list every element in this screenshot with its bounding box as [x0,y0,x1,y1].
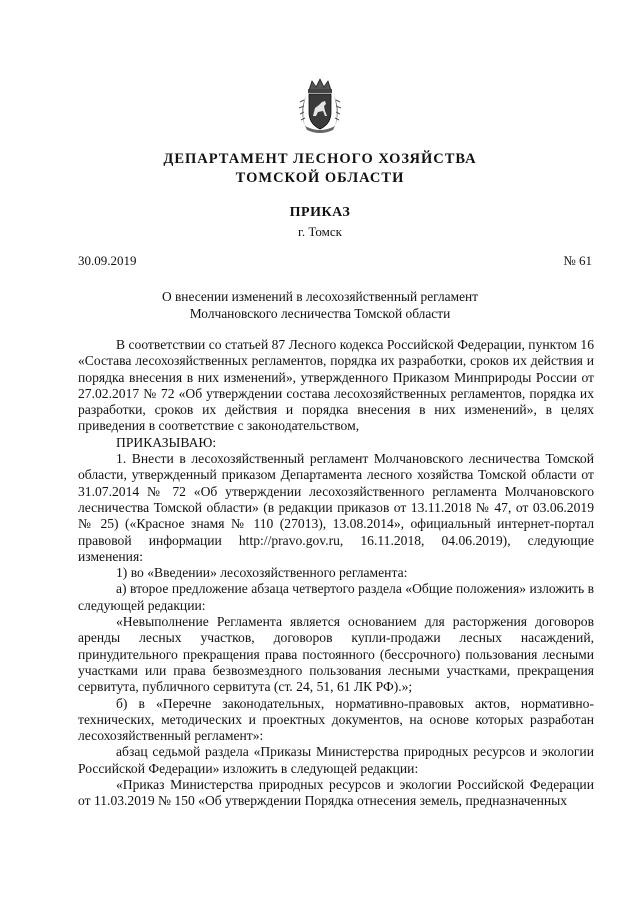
organization-name-line2: ТОМСКОЙ ОБЛАСТИ [235,170,405,186]
city: г. Томск [298,224,342,239]
document-subject [0,288,640,322]
paragraph: В соответствии со статьей 87 Лесного кодекса Российской Федерации, пунктом 16 «Состава лесохозяйственных регламентов, порядка их разработки, сроков их действия и порядка внесения в них изменений», утвержденного Приказом Минприроды России от 27.02.2017 № 72 «Об утверждении состава лесохозяйственных регламентов, порядка их разработки, сроков их действия и порядка внесения в них изменений», в целях приведения в соответствие с законодательством, [78,337,594,434]
subject-line2: Молчановского лесничества Томской области [189,306,451,321]
paragraph: «Приказ Министерства природных ресурсов и экологии Российской Федерации от 11.03.2019 № 150 «Об утверждении Порядка отнесения земель, предназначенных [78,777,594,809]
document-number: № 61 [563,253,592,268]
paragraph: а) второе предложение абзаца четвертого раздела «Общие положения» изложить в следующей редакции: [78,581,594,613]
paragraph: ПРИКАЗЫВАЮ: [116,434,217,450]
paragraph: 1) во «Введении» лесохозяйственного регламента: [116,565,408,581]
document-type: ПРИКАЗ [289,205,351,220]
tomsk-region-coat-of-arms-icon [297,78,343,134]
document-date: 30.09.2019 [78,253,137,268]
document-body [78,337,594,810]
paragraph: б) в «Перечне законодательных, нормативно-правовых актов, нормативно-технических, методических и проектных документов, на основе которых разработан лесохозяйственный регламент»: [78,695,594,744]
paragraph: «Невыполнение Регламента является основанием для расторжения договоров аренды лесных участков, договоров купли-продажи лесных насаждений, принудительного прекращения права постоянного (бессрочного) пользования лесными участками или права безвозмездного пользования лесными участками, прекращения сервитута, публичного сервитута (ст. 24, 51, 61 ЛК РФ).»; [78,614,594,695]
organization-name [0,150,640,188]
paragraph: 1. Внести в лесохозяйственный регламент Молчановского лесничества Томской области, утвержденный приказом Департамента лесного хозяйства Томской области от 31.07.2014 № 72 «Об утверждении лесохозяйственного регламента Молчановского лесничества Томской области» (в редакции приказов от 13.11.2018 № 47, от 03.06.2019 № 25) («Красное знамя № 110 (27013), 13.08.2014», официальный интернет-портал правовой информации http://pravo.gov.ru, 16.11.2018, 04.06.2019), следующие изменения: [78,451,594,564]
organization-name-line1: ДЕПАРТАМЕНТ ЛЕСНОГО ХОЗЯЙСТВА [163,151,477,167]
subject-line1: О внесении изменений в лесохозяйственный регламент [161,289,479,304]
paragraph: абзац седьмой раздела «Приказы Министерства природных ресурсов и экологии Российской Федерации» изложить в следующей редакции: [78,744,594,776]
